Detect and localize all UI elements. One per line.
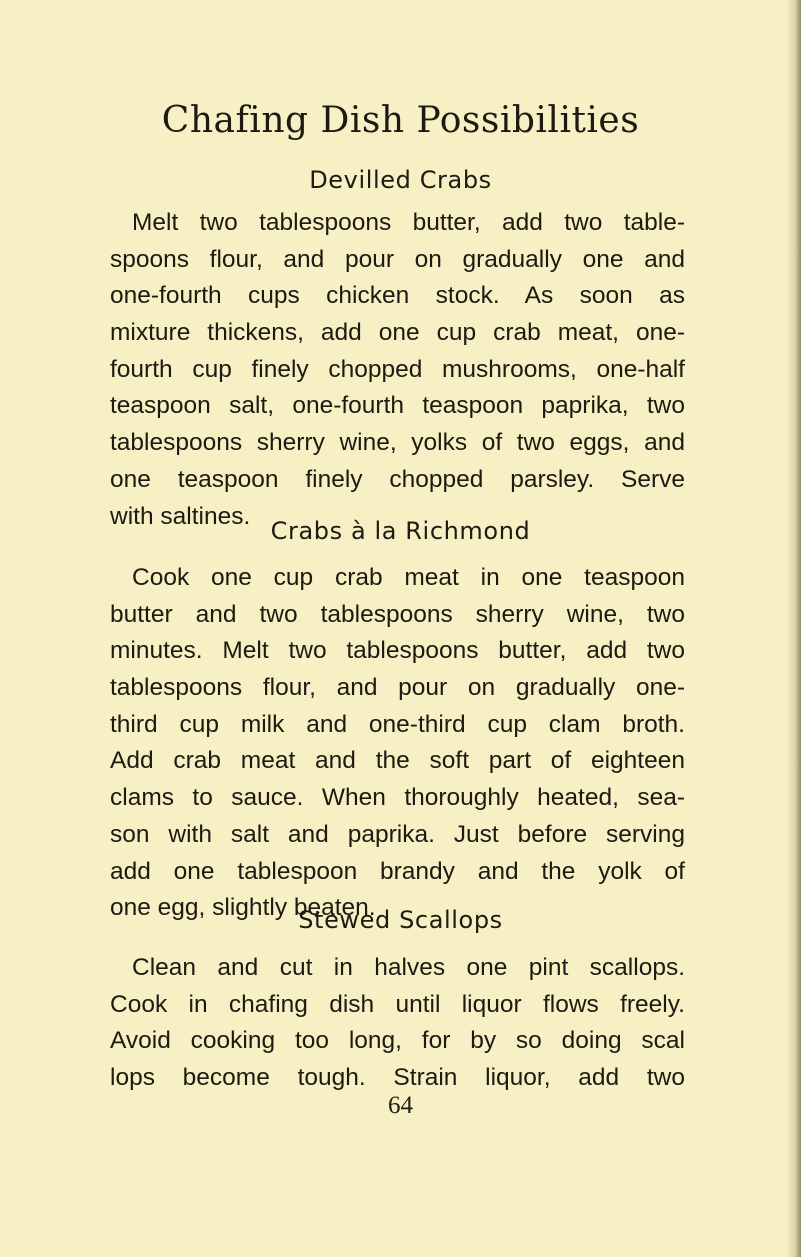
recipe-body-crabs-a-la-richmond: [110, 560, 685, 927]
page-number: 64: [388, 1092, 413, 1119]
text-line: tablespoons sherry wine, yolks of two eggs, and: [110, 429, 685, 457]
recipe-body-stewed-scallops: [110, 950, 685, 1097]
recipe-title-stewed-scallops: Stewed Scallops: [298, 906, 503, 934]
text-line: lops become tough. Strain liquor, add two: [110, 1064, 685, 1092]
text-line: with saltines.: [110, 502, 251, 530]
text-line: third cup milk and one-third cup clam broth.: [110, 710, 685, 738]
text-line: tablespoons flour, and pour on gradually one-: [110, 674, 685, 702]
recipe-title-crabs-a-la-richmond: Crabs à la Richmond: [270, 517, 531, 545]
recipe-title-devilled-crabs: Devilled Crabs: [309, 166, 492, 194]
running-head: Chafing Dish Possibilities: [161, 100, 640, 141]
text-line: Avoid cooking too long, for by so doing scal: [110, 1027, 685, 1055]
text-line: one-fourth cups chicken stock. As soon as: [110, 282, 685, 310]
text-line: Clean and cut in halves one pint scallops.: [132, 954, 685, 981]
recipe-body-devilled-crabs: [110, 205, 685, 535]
text-line: Cook in chafing dish until liquor flows freely.: [110, 990, 685, 1018]
text-line: minutes. Melt two tablespoons butter, add two: [110, 637, 685, 665]
text-line: teaspoon salt, one-fourth teaspoon paprika, two: [110, 392, 685, 420]
text-line: Add crab meat and the soft part of eighteen: [110, 747, 685, 775]
text-line: mixture thickens, add one cup crab meat, one-: [110, 319, 685, 347]
text-line: clams to sauce. When thoroughly heated, sea-: [110, 784, 685, 812]
text-line: son with salt and paprika. Just before serving: [110, 820, 685, 848]
text-line: spoons flour, and pour on gradually one and: [110, 245, 685, 273]
text-line: Melt two tablespoons butter, add two table-: [132, 209, 685, 236]
text-line: butter and two tablespoons sherry wine, two: [110, 600, 685, 628]
text-line: add one tablespoon brandy and the yolk of: [110, 857, 685, 885]
text-line: Cook one cup crab meat in one teaspoon: [132, 564, 685, 591]
text-line: fourth cup finely chopped mushrooms, one-half: [110, 355, 685, 383]
text-line: one egg, slightly beaten.: [110, 894, 376, 922]
text-line: one teaspoon finely chopped parsley. Serve: [110, 465, 685, 493]
